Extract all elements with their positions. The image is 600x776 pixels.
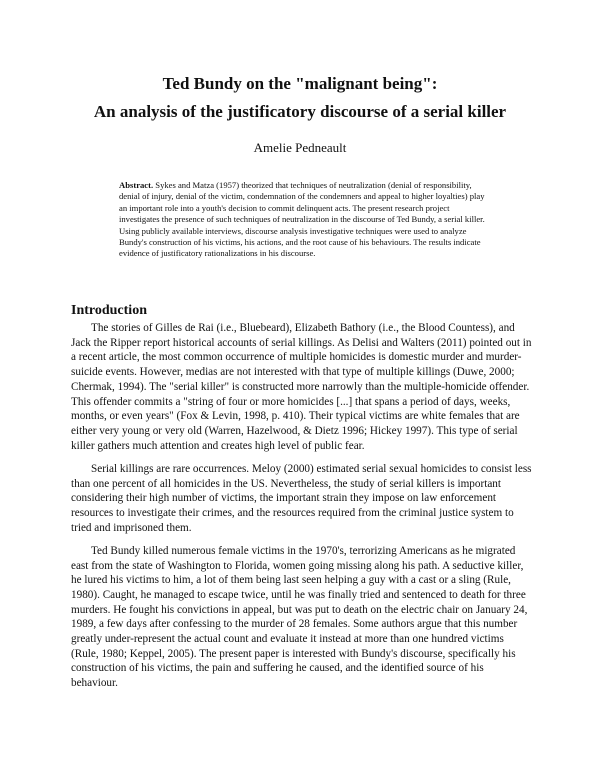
section-heading: Introduction (71, 303, 147, 318)
abstract-label: Abstract. (119, 180, 154, 190)
abstract (119, 180, 487, 260)
body-text (71, 321, 533, 699)
paper-title-line-1: Ted Bundy on the "malignant being": (162, 74, 438, 93)
paragraph: Serial killings are rare occurrences. Meloy (2000) estimated serial sexual homicides to consist less than one percent of all homicides in the US. Nevertheless, the study of serial killers is important considering their high number of victims, the important strain they impose on law enforcement resources to investigate their crimes, and the resources required from the criminal justice system to tried and imprisoned them. (71, 462, 532, 534)
abstract-text: Sykes and Matza (1957) theorized that techniques of neutralization (denial of responsibility, denial of injury, denial of the victim, condemnation of the condemners and appeal to higher loyalties) play an important role into a youth's decision to commit delinquent acts. The present research project investigates the presence of such techniques of neutralization in the discourse of Ted Bundy, a serial killer. Using publicly available interviews, discourse analysis investigative techniques were used to analyze Bundy's construction of his victims, his actions, and the root cause of his behaviours. The results indicate evidence of justificatory rationalizations in his discourse. (119, 180, 485, 259)
author-name: Amelie Pedneault (253, 140, 347, 155)
paragraph: The stories of Gilles de Rai (i.e., Bluebeard), Elizabeth Bathory (i.e., the Blood Countess), and Jack the Ripper report historical accounts of serial killings. As Delisi and Walters (2011) pointed out in a recent article, the most common occurrence of multiple homicides is domestic murder and murder-suicide events. However, medias are not interested with that type of multiple killings (Duwe, 2000; Chermak, 1994). The "serial killer" is constructed more narrowly than the multiple-homicide offender. This offender commits a "string of four or more homicides [...] that spans a period of days, weeks, months, or even years" (Fox & Levin, 1998, p. 410). Their typical victims are white females that are either very young or very old (Warren, Hazelwood, & Dietz 1996; Hickey 1997). This type of serial killer gathers much attention and creates high level of public fear. (71, 322, 532, 452)
paper-title-line-2: An analysis of the justificatory discourse of a serial killer (93, 102, 507, 121)
paragraph: Ted Bundy killed numerous female victims in the 1970's, terrorizing Americans as he migrated east from the state of Washington to Florida, women going missing along his path. A seductive killer, he lured his victims to him, a lot of them being last seen helping a guy with a cast or a sling (Rule, 1980). Caught, he managed to escape twice, until he was finally tried and sentenced to death for three murders. He fought his convictions in appeal, but was put to death on the electric chair on January 24, 1989, a few days after confessing to the murder of 28 females. Some authors argue that this number greatly under-represent the actual count and evaluate it instead at more than one hundred victims (Rule, 1980; Keppel, 2005). The present paper is interested with Bundy's discourse, specifically his construction of his victims, the pain and suffering he caused, and the identified source of his behaviour. (71, 544, 528, 690)
